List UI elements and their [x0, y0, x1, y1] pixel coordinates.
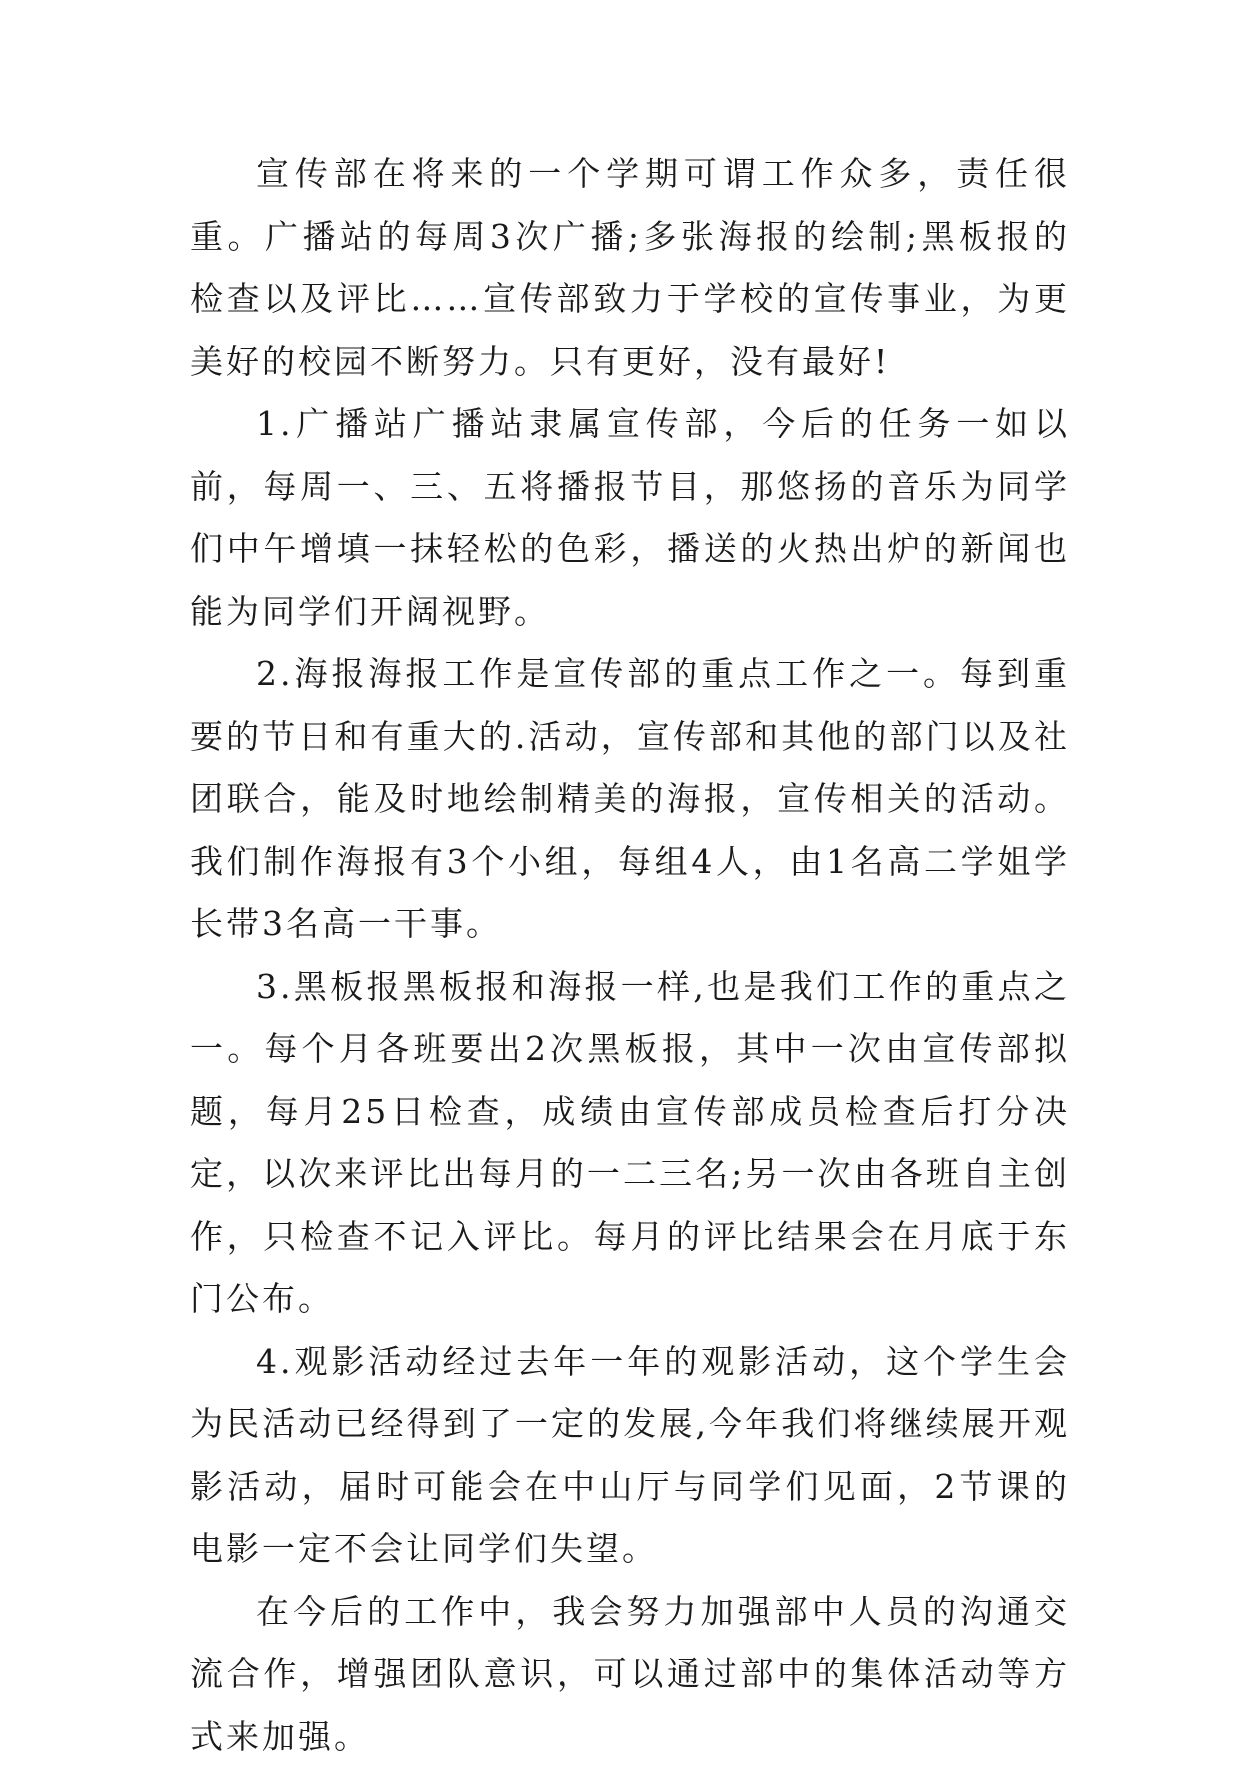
intro-paragraph: 宣传部在将来的一个学期可谓工作众多，责任很重。广播站的每周3次广播;多张海报的绘制;黑板报的检查以及评比……宣传部致力于学校的宣传事业，为更美好的校园不断努力。只有更好，没有最好! [190, 143, 1070, 393]
document-body [190, 143, 1070, 1768]
poster-paragraph: 2.海报海报工作是宣传部的重点工作之一。每到重要的节日和有重大的.活动，宣传部和其他的部门以及社团联合，能及时地绘制精美的海报，宣传相关的活动。我们制作海报有3个小组，每组4人，由1名高二学姐学长带3名高一干事。 [190, 643, 1070, 956]
movie-activity-paragraph: 4.观影活动经过去年一年的观影活动，这个学生会为民活动已经得到了一定的发展,今年我们将继续展开观影活动，届时可能会在中山厅与同学们见面，2节课的电影一定不会让同学们失望。 [190, 1331, 1070, 1581]
broadcast-station-paragraph: 1.广播站广播站隶属宣传部，今后的任务一如以前，每周一、三、五将播报节目，那悠扬的音乐为同学们中午增填一抹轻松的色彩，播送的火热出炉的新闻也能为同学们开阔视野。 [190, 393, 1070, 643]
closing-paragraph: 在今后的工作中，我会努力加强部中人员的沟通交流合作，增强团队意识，可以通过部中的集体活动等方式来加强。 [190, 1581, 1070, 1768]
blackboard-paragraph: 3.黑板报黑板报和海报一样,也是我们工作的重点之一。每个月各班要出2次黑板报，其中一次由宣传部拟题，每月25日检查，成绩由宣传部成员检查后打分决定，以次来评比出每月的一二三名;另一次由各班自主创作，只检查不记入评比。每月的评比结果会在月底于东门公布。 [190, 956, 1070, 1331]
